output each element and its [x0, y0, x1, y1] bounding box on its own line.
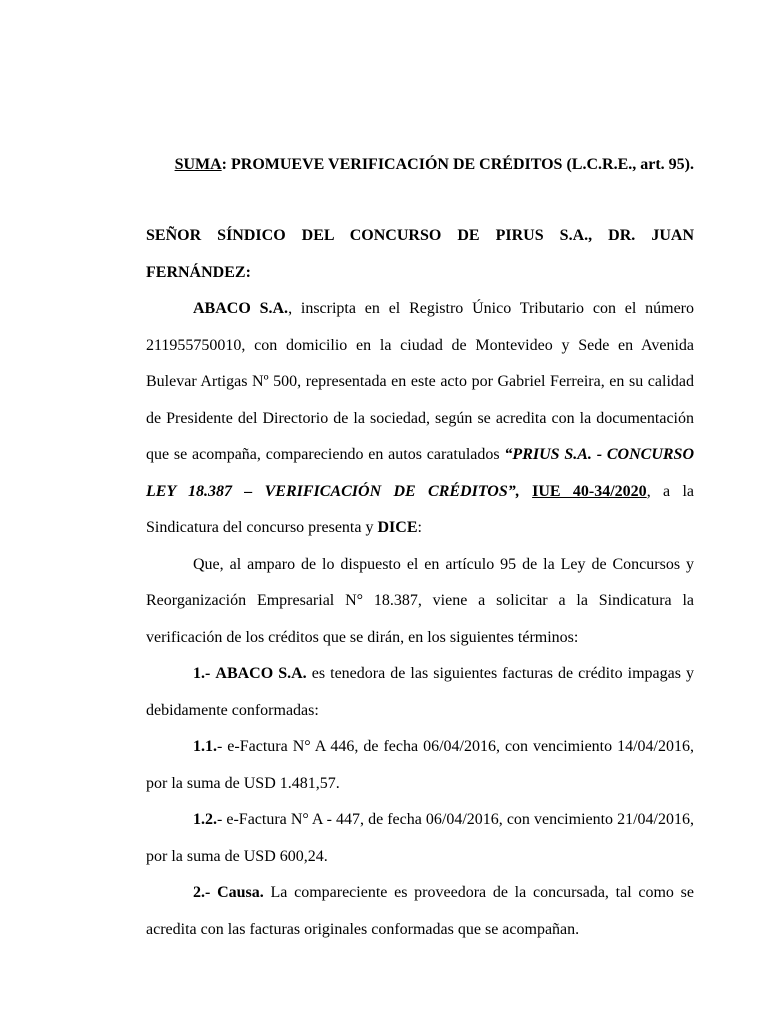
case-iue: IUE 40-34/2020 — [532, 482, 647, 500]
item-text: La compareciente es proveedora de la concursada, tal como se acredita con las facturas originales conformadas que se acompañan. — [146, 884, 694, 938]
paragraph-appearance — [146, 291, 694, 547]
paragraph-request: Que, al amparo de lo dispuesto el en artículo 95 de la Ley de Concursos y Reorganización Empresarial N° 18.387, viene a solicitar a la Sindicatura la verificación de los créditos que se dirán, en los siguientes términos: — [146, 555, 694, 646]
document-heading — [148, 153, 694, 177]
case-title: “PRIUS S.A. - CONCURSO LEY 18.387 – VERIFICACIÓN DE CRÉDITOS”, — [146, 446, 695, 500]
heading-label: SUMA — [174, 156, 222, 173]
item-1-2 — [146, 802, 694, 875]
item-number: 1.1. — [193, 738, 217, 755]
item-text: - e-Factura N° A - 447, de fecha 06/04/2016, con vencimiento 21/04/2016, por la suma de USD 600,24. — [146, 811, 694, 865]
paragraph-text: , inscripta en el Registro Único Tributario con el número 211955750010, con domicilio en la ciudad de Montevideo y Sede en Avenida Bulevar Artigas Nº 500, representada en este acto por Gabriel Ferreira, en su calidad de Presidente del Directorio de la sociedad, según se acredita con la documentación que se acompaña, compareciendo en autos caratulados — [146, 300, 695, 463]
dice-keyword: DICE — [377, 519, 418, 536]
item-text: - e-Factura N° A 446, de fecha 06/04/2016, con vencimiento 14/04/2016, por la suma de USD 1.481,57. — [146, 738, 694, 792]
item-1-1 — [146, 729, 694, 802]
document-body — [146, 218, 694, 948]
item-2 — [146, 875, 694, 948]
paragraph-text: : — [417, 519, 422, 536]
paragraph-text: , a la Sindicatura del concurso presenta y — [146, 482, 695, 536]
item-1 — [146, 656, 694, 729]
item-number: 1.- — [193, 665, 211, 682]
heading-text: : PROMUEVE VERIFICACIÓN DE CRÉDITOS (L.C.R.E., art. 95). — [221, 156, 694, 173]
company-name: ABACO S.A. — [193, 300, 289, 317]
item-label: Causa. — [217, 884, 264, 901]
item-text: es tenedora de las siguientes facturas de crédito impagas y debidamente conformadas: — [146, 665, 695, 719]
item-number: 1.2. — [193, 811, 217, 828]
company-name: ABACO S.A. — [215, 665, 307, 682]
addressee: SEÑOR SÍNDICO DEL CONCURSO DE PIRUS S.A., DR. JUAN FERNÁNDEZ: — [146, 227, 694, 281]
item-number: 2.- — [193, 884, 211, 901]
